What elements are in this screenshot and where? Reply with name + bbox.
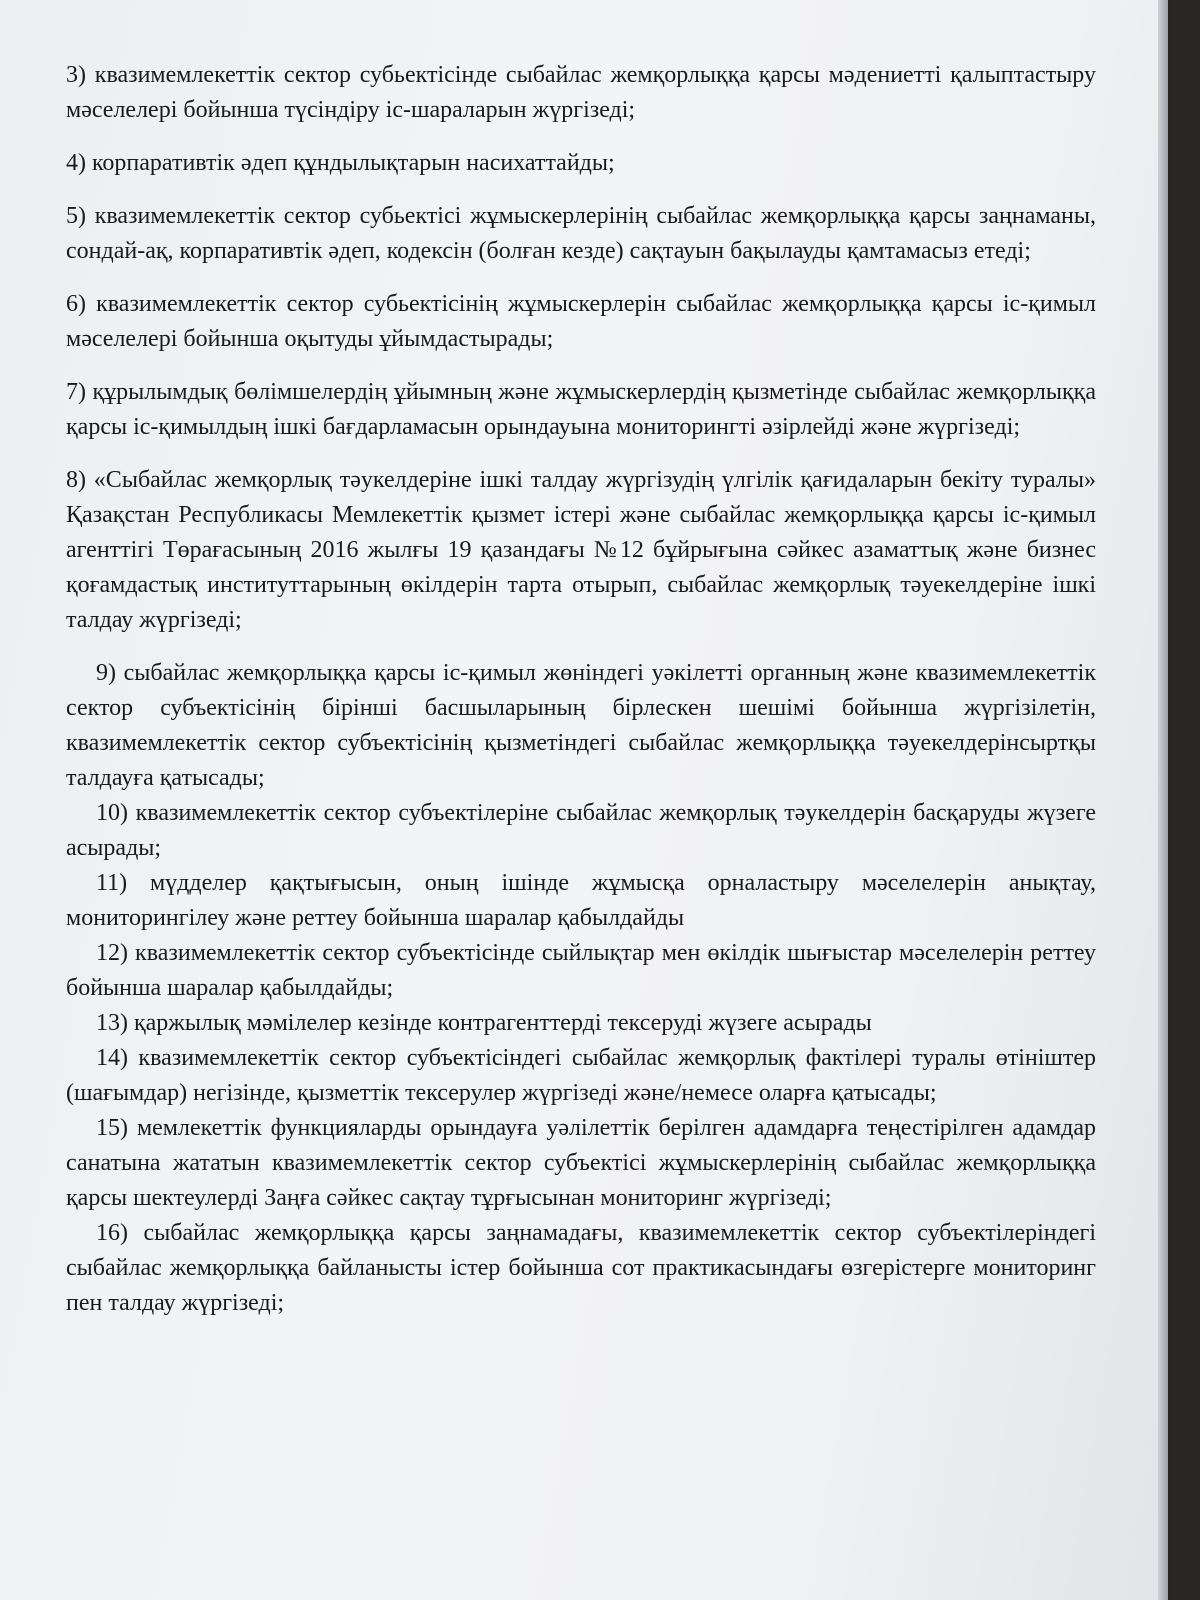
list-item-11: 11) мүдделер қақтығысын, оның ішінде жұмысқа орналастыру мәселелерін анықтау, мониторингілеу және реттеу бойынша шаралар қабылдайды (66, 870, 1096, 931)
document-body (66, 58, 1096, 1321)
list-item-14: 14) квазимемлекеттік сектор субъектісіндегі сыбайлас жемқорлық фактілері туралы өтініштер (шағымдар) негізінде, қызметтік тексерулер жүргізеді және/немесе оларға қатысады; (66, 1045, 1096, 1106)
list-item-9: 9) сыбайлас жемқорлыққа қарсы іс-қимыл жөніндегі уәкілетті органның және квазимемлекеттік сектор субъектісінің бірінші басшыларының бірлескен шешімі бойынша жүргізілетін, квазимемлекеттік сектор субъектісінің қызметіндегі сыбайлас жемқорлыққа тәуекелдерінсыртқы талдауға қатысады; (66, 660, 1096, 791)
list-item-7: 7) құрылымдық бөлімшелердің ұйымның және жұмыскерлердің қызметінде сыбайлас жемқорлыққа қарсы іс-қимылдың ішкі бағдарламасын орындауына мониторингті әзірлейді және жүргізеді; (66, 379, 1096, 440)
list-item-5: 5) квазимемлекеттік сектор субьектісі жұмыскерлерінің сыбайлас жемқорлыққа қарсы заңнаманы, сондай-ақ, корпаративтік әдеп, кодексін (болған кезде) сақтауын бақылауды қамтамасыз етеді; (66, 203, 1096, 264)
list-item-16: 16) сыбайлас жемқорлыққа қарсы заңнамадағы, квазимемлекеттік сектор субъектілеріндегі сыбайлас жемқорлыққа байланысты істер бойынша сот практикасындағы өзгерістерге мониторинг пен талдау жүргізеді; (66, 1220, 1096, 1316)
list-item-4: 4) корпаративтік әдеп құндылықтарын насихаттайды; (66, 150, 615, 176)
list-item-13: 13) қаржылық мәмілелер кезінде контрагенттерді тексеруді жүзеге асырады (96, 1010, 872, 1036)
list-item-8: 8) «Сыбайлас жемқорлық тәукелдеріне ішкі талдау жүргізудің үлгілік қағидаларын бекіту туралы» Қазақстан Республикасы Мемлекеттік қызмет істері және сыбайлас жемқорлыққа қарсы іс-қимыл агенттігі Төрағасының 2016 жылғы 19 қазандағы №12 бұйрығына сәйкес азаматтық және бизнес қоғамдастық институттарының өкілдерін тарта отырып, сыбайлас жемқорлық тәуекелдеріне ішкі талдау жүргізеді; (66, 467, 1096, 633)
list-item-12: 12) квазимемлекеттік сектор субъектісінде сыйлықтар мен өкілдік шығыстар мәселелерін реттеу бойынша шаралар қабылдайды; (66, 940, 1096, 1001)
paper-edge (1158, 0, 1168, 1600)
list-item-6: 6) квазимемлекеттік сектор субьектісінің жұмыскерлерін сыбайлас жемқорлыққа қарсы іс-қимыл мәселелері бойынша оқытуды ұйымдастырады; (66, 291, 1096, 352)
list-item-15: 15) мемлекеттік функцияларды орындауға уәлілеттік берілген адамдарға теңестірілген адамдар санатына жататын квазимемлекеттік сектор субъектісі жұмыскерлерінің сыбайлас жемқорлыққа қарсы шектеулерді Заңға сәйкес сақтау тұрғысынан мониторинг жүргізеді; (66, 1115, 1096, 1211)
list-item-10: 10) квазимемлекеттік сектор субъектілеріне сыбайлас жемқорлық тәукелдерін басқаруды жүзеге асырады; (66, 800, 1096, 861)
list-item-3: 3) квазимемлекеттік сектор субьектісінде сыбайлас жемқорлыққа қарсы мәдениетті қалыптастыру мәселелері бойынша түсіндіру іс-шараларын жүргізеді; (66, 62, 1096, 123)
